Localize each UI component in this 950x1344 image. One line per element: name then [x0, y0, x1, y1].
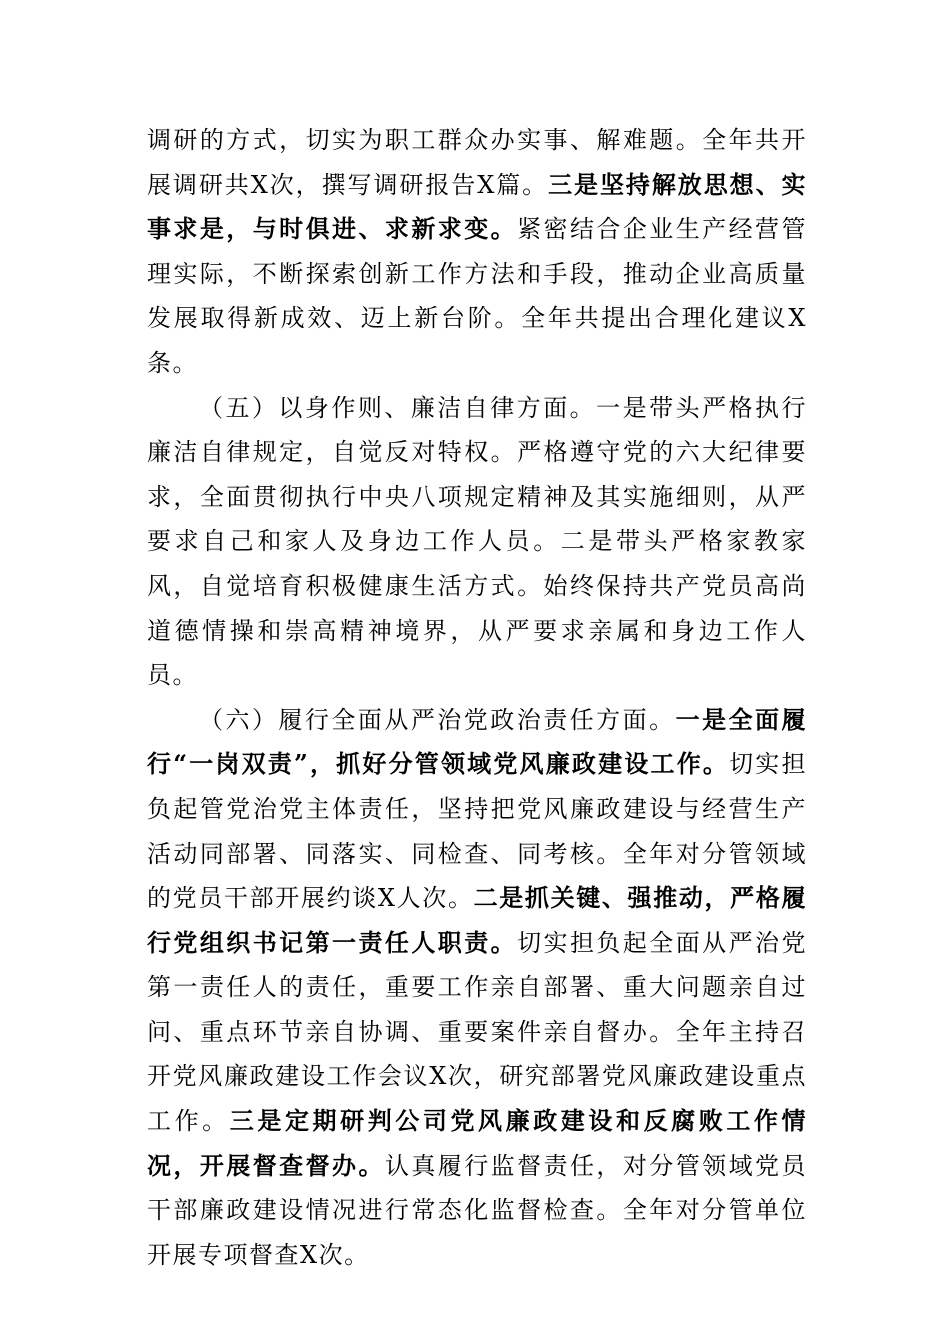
bold-heading-run: 三是定期研判公司党风廉政建设和反腐败工作情况，开展督查督办。 — [147, 1106, 808, 1180]
bold-heading-run: 一是全面履行“一岗双责”，抓好分管领域党风廉政建设工作。 — [147, 704, 808, 779]
bold-heading-run: 三是坚持解放思想、实事求是，与时俱进、求新求变。 — [147, 169, 808, 244]
paragraph-continuation — [147, 118, 807, 386]
text-run: 切实担负起全面从严治党第一责任人的责任，重要工作亲自部署、重大问题亲自过问、重点环节亲自协调、重要案件亲自督办。全年主持召开党风廉政建设工作会议X次，研究部署党风廉政建设重点工作。 — [147, 928, 807, 1136]
text-run: （六）履行全面从严治党政治责任方面。 — [199, 705, 676, 734]
paragraph-section-six — [147, 698, 807, 1278]
text-run: 紧密结合企业生产经营管理实际，不断探索创新工作方法和手段，推动企业高质量发展取得新成效、迈上新台阶。全年共提出合理化建议X条。 — [147, 215, 807, 377]
paragraph-section-five — [147, 386, 807, 698]
text-run: 切实担负起管党治党主体责任，坚持把党风廉政建设与经营生产活动同部署、同落实、同检查、同考核。全年对分管领域的党员干部开展约谈X人次。 — [147, 750, 808, 913]
text-run: 认真履行监督责任，对分管领域党员干部廉政建设情况进行常态化监督检查。全年对分管单位开展专项督查X次。 — [147, 1151, 807, 1269]
text-run: （五）以身作则、廉洁自律方面。一是带头严格执行廉洁自律规定，自觉反对特权。严格遵守党的六大纪律要求，全面贯彻执行中央八项规定精神及其实施细则，从严要求自己和家人及身边工作人员。二是带头严格家教家风，自觉培育积极健康生活方式。始终保持共产党员高尚道德情操和崇高精神境界，从严要求亲属和身边工作人员。 — [147, 393, 807, 690]
text-run: 调研的方式，切实为职工群众办实事、解难题。全年共开展调研共X次，撰写调研报告X篇。 — [147, 126, 807, 199]
document-page — [147, 118, 807, 1277]
bold-heading-run: 二是抓关键、强推动，严格履行党组织书记第一责任人职责。 — [147, 883, 807, 957]
